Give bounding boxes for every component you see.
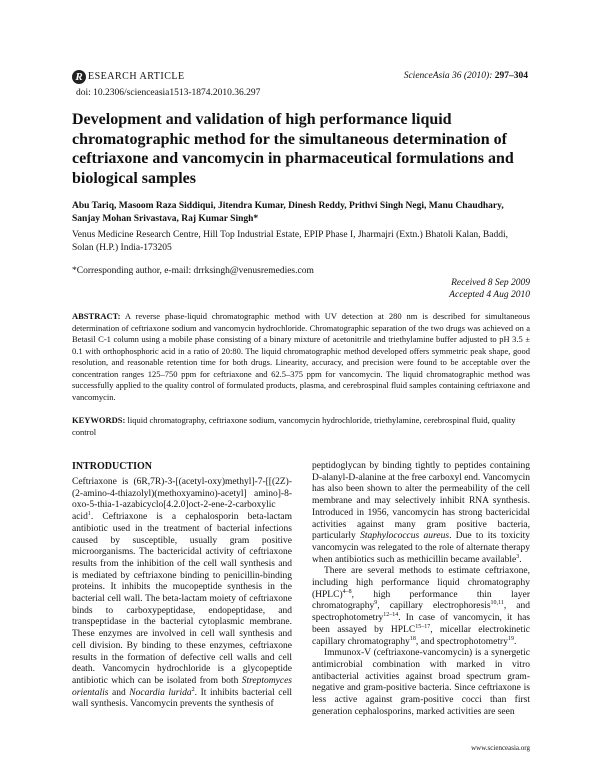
introduction-heading: INTRODUCTION xyxy=(72,461,153,472)
citation-ref[interactable]: 19 xyxy=(507,635,514,642)
text-run: , micellar electrokinetic capillary chromatography xyxy=(312,624,530,647)
keywords xyxy=(72,415,530,438)
citation-ref[interactable]: 10,11 xyxy=(490,600,504,607)
journal-name: ScienceAsia xyxy=(403,71,450,81)
journal-volume: 36 (2010): xyxy=(449,71,495,81)
page-range: 297–304 xyxy=(494,71,528,81)
keywords-text: liquid chromatography, ceftriaxone sodium, vancomycin hydrochloride, triethylamine, cerebrospinal fluid, quality control xyxy=(72,415,516,437)
intro-paragraph-2 xyxy=(312,566,530,648)
intro-paragraph-3: Immunox-V (ceftriaxone-vancomycin) is a synergetic antimicrobial combination with marked in vitro antibacterial activities against broad spectrum gram-negative and gram-positive bacteria. Since ceftriaxone is less active against gram-positive cocci than first generation cephalosporins, marked activities are seen xyxy=(312,648,530,717)
citation-ref[interactable]: 12–14 xyxy=(383,611,399,618)
article-title: Development and validation of high performance liquid chromatographic method for the simultaneous determination of ceftriaxone and vancomycin in pharmaceutical formulations and biological samples xyxy=(72,111,514,187)
text-run: . In case of vancomycin, it has been assayed by HPLC xyxy=(312,613,530,635)
text-run: , and spectrophotometry xyxy=(312,601,530,624)
abstract-text: A reverse phase-liquid chromatographic method with UV detection at 280 nm is described for simultaneous determination of ceftriaxone sodium and vancomycin hydrochloride. Chromatographic separation of the two drugs was achieved on a Betasil C-1 column using a mobile phase consisting of a binary mixture of acetonitrile and triethylamine buffer adjusted to pH 3.5 ± 0.1 with orthophosphoric acid in a ratio of 20:80. The liquid chromatographic method developed offers symmetric peak shape, good resolution, and reasonable retention time for both drugs. Linearity, accuracy, and precision were found to be acceptable over the concentration ranges 125–750 ppm for ceftriaxone and 62.5–375 ppm for vancomycin. The liquid chromatographic method was successfully applied to the quality control of formulated products, plasma, and cerebrospinal fluid samples containing ceftriaxone and vancomycin. xyxy=(72,311,530,402)
body-column-left xyxy=(72,477,292,711)
doi-link[interactable]: doi: 10.2306/scienceasia1513-1874.2010.36.297 xyxy=(76,88,261,98)
research-logo-icon: R xyxy=(72,70,86,84)
abstract-label: ABSTRACT: xyxy=(72,311,121,321)
abstract xyxy=(72,311,530,403)
received-date: Received 8 Sep 2009 xyxy=(451,278,530,288)
species-name: Streptomyces orientalis xyxy=(72,675,292,698)
citation-ref[interactable]: 2 xyxy=(191,686,195,693)
text-run: , high performance thin layer chromatography xyxy=(312,589,530,612)
affiliation: Venus Medicine Research Centre, Hill Top Industrial Estate, EPIP Phase I, Jharmajri (Extn.) Bhatoli Kalan, Baddi, Solan (H.P.) India-173205 xyxy=(72,230,508,253)
journal-reference xyxy=(404,71,528,81)
corresponding-author: *Corresponding author, e-mail: drrksingh@venusremedies.com xyxy=(72,266,314,276)
text-run: . xyxy=(513,636,517,647)
section-label: ESEARCH ARTICLE xyxy=(88,71,185,82)
text-run: Ceftriaxone is (6R,7R)-3-[(acetyl-oxy)methyl]-7-[[(2Z)-(2-amino-4-thiazolyl)(methoxyamino)-acetyl] amino]-8-oxo-5-thia-1-azabicyclo[4.2.0]oct-2-ene-2-carboxylic acid xyxy=(72,477,292,523)
citation-ref[interactable]: 9 xyxy=(374,600,378,607)
text-run: , and spectrophotometry xyxy=(415,636,508,647)
author-list: Abu Tariq, Masoom Raza Siddiqui, Jitendra Kumar, Dinesh Reddy, Prithvi Singh Negi, Manu Chaudhary, Sanjay Mohan Srivastava, Raj Kumar Singh* xyxy=(72,201,504,224)
citation-ref[interactable]: 18 xyxy=(409,635,416,642)
accepted-date: Accepted 4 Aug 2010 xyxy=(449,290,530,300)
species-name: Nocardia lurida xyxy=(129,687,192,698)
text-run: and xyxy=(108,687,130,698)
intro-paragraph-1 xyxy=(72,477,292,711)
text-run: . Due to its toxicity vancomycin was relegated to the role of alternate therapy when antibiotics such as methicillin became available xyxy=(312,531,530,565)
species-name: Staphylococcus aureus xyxy=(360,531,450,542)
intro-paragraph-1-cont xyxy=(312,461,530,566)
footer-url[interactable]: www.scienceasia.org xyxy=(471,744,530,752)
citation-ref[interactable]: 1 xyxy=(87,510,91,517)
keywords-label: KEYWORDS: xyxy=(72,415,126,425)
citation-ref[interactable]: 4–8 xyxy=(342,588,352,595)
text-run: . xyxy=(519,554,522,565)
citation-ref[interactable]: 15–17 xyxy=(415,623,431,630)
text-run: . Ceftriaxone is a cephalosporin beta-lactam antibiotic used in the treatment of bacterial infections caused by susceptible, usually gram positive microorganisms. The bactericidal activity of ceftriaxone results from the inhibition of the cell wall synthesis and is mediated by ceftriaxone binding to penicillin-binding proteins. It inhibits the mucopeptide synthesis in the bacterial cell wall. The beta-lactam moiety of ceftriaxone binds to carboxypeptidase, endopeptidase, and transpeptidase in the bacterial cytoplasmic membrane. These enzymes are involved in cell wall synthesis and cell division. By binding to these enzymes, ceftriaxone results in the formation of defective cell walls and cell death. Vancomycin hydrochloride is a glycopeptide antibiotic which can be isolated from both xyxy=(72,512,292,686)
text-run: . It inhibits bacterial cell wall synthesis. Vancomycin prevents the synthesis of xyxy=(72,687,293,710)
citation-ref[interactable]: 3 xyxy=(516,553,520,560)
article-header xyxy=(72,70,528,86)
body-column-right xyxy=(312,461,530,718)
text-run: , capillary electrophoresis xyxy=(377,601,491,612)
text-run: There are several methods to estimate ceftriaxone, including high performance liquid chromatography (HPLC) xyxy=(312,566,530,600)
text-run: peptidoglycan by binding tightly to peptides containing D-alanyl-D-alanine at the free carboxyl end. Vancomycin has also been shown to alter the permeability of the cell membrane and may selectively inhibit RNA synthesis. Introduced in 1956, vancomycin has strong bactericidal activities against many gram positive bacteria, particularly xyxy=(312,461,530,542)
